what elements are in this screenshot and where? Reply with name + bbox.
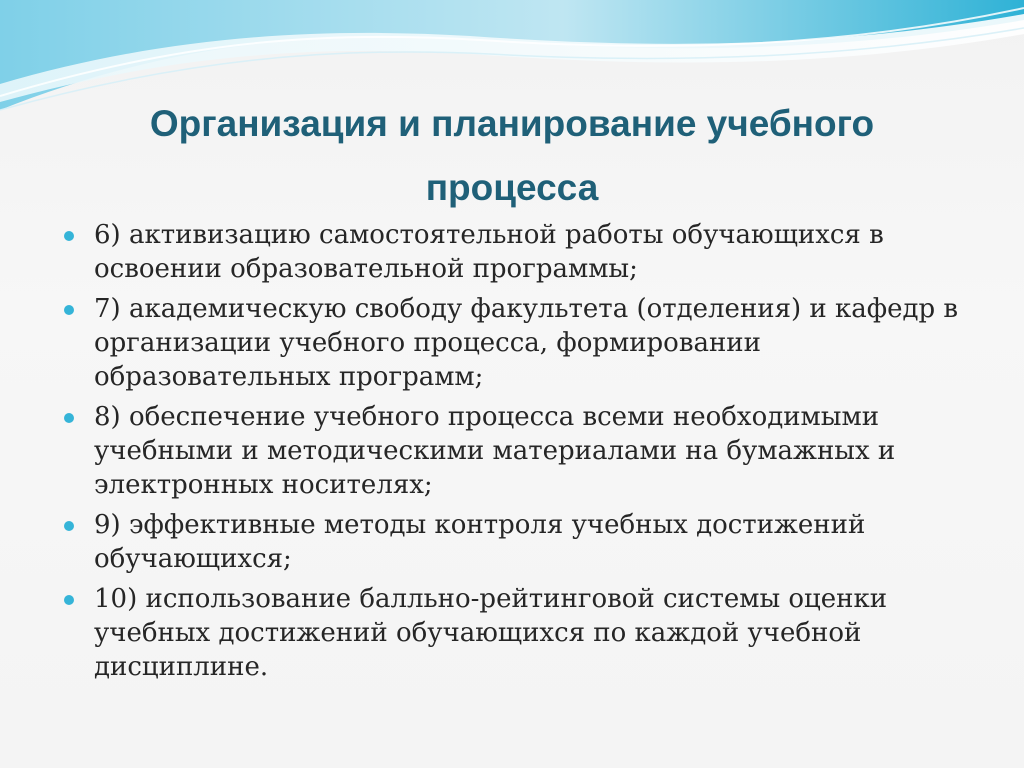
list-item xyxy=(64,400,964,502)
list-item-text: 9) эффективные методы контроля учебных достижений обучающихся; xyxy=(94,510,866,574)
list-item-text: 8) обеспечение учебного процесса всеми необходимыми учебными и методическими материалами на бумажных и электронных носителях; xyxy=(94,402,896,500)
bullet-list xyxy=(64,218,964,690)
bullet-dot-icon xyxy=(64,231,74,241)
list-item-text: 7) академическую свободу факультета (отделения) и кафедр в организации учебного процесса, формировании образовательных программ; xyxy=(94,294,959,392)
bullet-dot-icon xyxy=(64,595,74,605)
list-item xyxy=(64,292,964,394)
list-item xyxy=(64,508,964,576)
bullet-dot-icon xyxy=(64,521,74,531)
slide-title: Организация и планирование учебного процесса xyxy=(149,103,875,208)
list-item xyxy=(64,218,964,286)
list-item-text: 10) использование балльно-рейтинговой системы оценки учебных достижений обучающихся по каждой учебной дисциплине. xyxy=(94,584,888,682)
list-item-text: 6) активизацию самостоятельной работы обучающихся в освоении образовательной программы; xyxy=(94,220,884,284)
bullet-dot-icon xyxy=(64,413,74,423)
bullet-dot-icon xyxy=(64,305,74,315)
list-item xyxy=(64,582,964,684)
